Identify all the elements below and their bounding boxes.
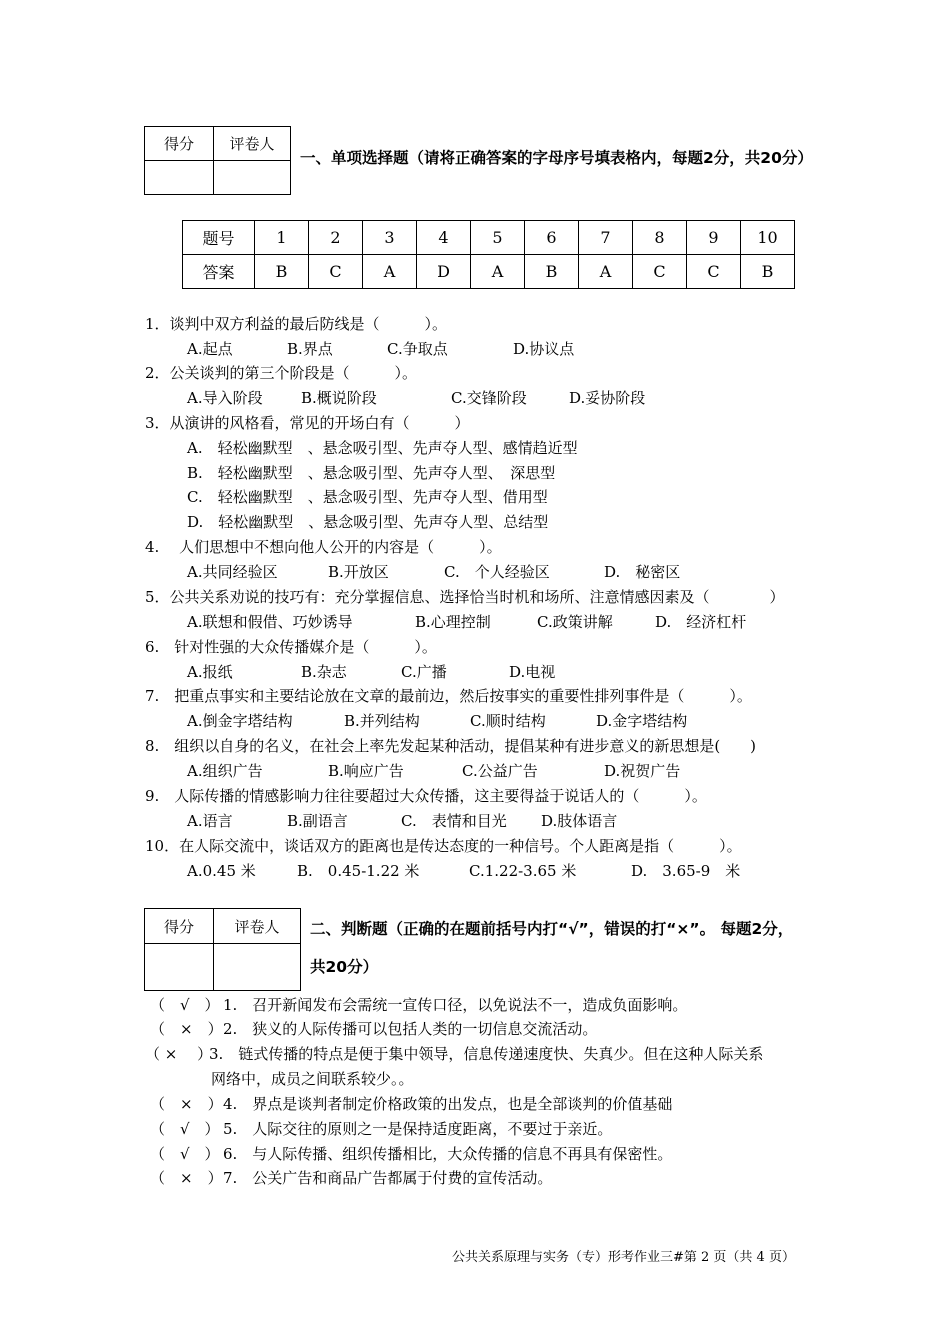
answer-cell: C	[633, 255, 687, 289]
num-cell: 8	[633, 221, 687, 255]
option-c: C.顺时结构	[470, 712, 546, 730]
option-b: B.心理控制	[415, 613, 491, 631]
option-b: B.开放区	[328, 563, 389, 581]
option-a: A.组织广告	[187, 762, 263, 780]
answer-cell: A	[363, 255, 417, 289]
score-label: 得分	[145, 909, 214, 944]
option-d: D.祝贺广告	[604, 762, 681, 780]
question-3-option-c: C. 轻松幽默型 、悬念吸引型、先声夺人型、借用型	[187, 488, 548, 506]
question-3-option-d: D. 轻松幽默型 、悬念吸引型、先声夺人型、总结型	[187, 513, 549, 531]
judgement-mark: （ × ）	[150, 1169, 223, 1187]
option-b: B.杂志	[301, 663, 347, 681]
answer-cell: D	[417, 255, 471, 289]
judgement-item-4	[150, 1094, 672, 1114]
judgement-mark: （ √ ）	[150, 1145, 220, 1163]
option-a: A.起点	[187, 340, 233, 358]
judgement-text: 7. 公关广告和商品广告都属于付费的宣传活动。	[223, 1169, 553, 1187]
option-b: B.界点	[287, 340, 333, 358]
answer-table-answer-row	[183, 255, 795, 289]
answer-cell: A	[471, 255, 525, 289]
question-2-options	[187, 388, 645, 408]
judgement-text: 1. 召开新闻发布会需统一宣传口径，以免说法不一，造成负面影响。	[223, 996, 688, 1014]
option-c: C.广播	[401, 663, 447, 681]
judgement-mark: （ × ）	[150, 1020, 223, 1038]
option-a: A.共同经验区	[187, 563, 278, 581]
answer-table-number-row	[183, 221, 795, 255]
question-3-stem: 3．从演讲的风格看，常见的开场白有（ ）	[145, 414, 470, 432]
judgement-text: 3. 链式传播的特点是便于集中领导，信息传递速度快、失真少。但在这种人际关系	[209, 1045, 764, 1063]
num-cell: 1	[255, 221, 309, 255]
option-c: C. 表情和目光	[401, 812, 507, 830]
judgement-text: 2. 狭义的人际传播可以包括人类的一切信息交流活动。	[223, 1020, 598, 1038]
option-d: D.肢体语言	[541, 812, 618, 830]
option-b: B.并列结构	[344, 712, 420, 730]
question-6-stem: 6. 针对性强的大众传播媒介是（ ）。	[145, 638, 437, 656]
row-label-answer: 答案	[183, 255, 255, 289]
num-cell: 5	[471, 221, 525, 255]
option-a: A.导入阶段	[187, 389, 263, 407]
question-9-options	[187, 811, 617, 831]
option-c: C.1.22-3.65 米	[469, 862, 577, 880]
judgement-item-5	[150, 1119, 612, 1139]
question-2-stem: 2．公关谈判的第三个阶段是（ ）。	[145, 364, 418, 382]
option-a: A.报纸	[187, 663, 233, 681]
num-cell: 2	[309, 221, 363, 255]
question-7-stem: 7. 把重点事实和主要结论放在文章的最前边，然后按事实的重要性排列事件是（ ）。	[145, 687, 752, 705]
num-cell: 7	[579, 221, 633, 255]
grader-cell	[214, 944, 301, 991]
question-10-stem: 10．在人际交流中，谈话双方的距离也是传达态度的一种信号。个人距离是指（ ）。	[145, 837, 742, 855]
question-8-stem: 8. 组织以自身的名义，在社会上率先发起某种活动，提倡某种有进步意义的新思想是( )	[145, 737, 757, 755]
judgement-item-7	[150, 1168, 552, 1188]
score-cell	[145, 161, 214, 195]
judgement-mark: （ √ ）	[150, 996, 220, 1014]
option-c: C.公益广告	[462, 762, 538, 780]
option-c: C.交锋阶段	[451, 389, 527, 407]
answer-cell: B	[255, 255, 309, 289]
question-7-options	[187, 711, 687, 731]
option-c: C. 个人经验区	[444, 563, 550, 581]
answer-cell: C	[309, 255, 363, 289]
option-c: C.争取点	[387, 340, 448, 358]
score-cell	[145, 944, 214, 991]
judgement-mark: （ × ）	[150, 1095, 223, 1113]
question-4-options	[187, 562, 680, 582]
question-8-options	[187, 761, 680, 781]
grader-cell	[214, 161, 291, 195]
option-c: C.政策讲解	[537, 613, 613, 631]
row-label-number: 题号	[183, 221, 255, 255]
question-6-options	[187, 662, 555, 682]
option-d: D.电视	[509, 663, 556, 681]
option-b: B.概说阶段	[301, 389, 377, 407]
option-d: D. 经济杠杆	[655, 613, 747, 631]
option-b: B.副语言	[287, 812, 348, 830]
answer-cell: B	[741, 255, 795, 289]
judgement-mark: （ × ）	[145, 1045, 213, 1063]
option-a: A.倒金字塔结构	[187, 712, 293, 730]
num-cell: 9	[687, 221, 741, 255]
page-footer: 公共关系原理与实务（专）形考作业三#第 2 页（共 4 页）	[452, 1250, 795, 1265]
section2-title-line1: 二、判断题（正确的在题前括号内打“√”，错误的打“×”。 每题2分，	[310, 920, 794, 938]
answer-table	[182, 220, 795, 289]
judgement-text: 6. 与人际传播、组织传播相比，大众传播的信息不再具有保密性。	[223, 1145, 673, 1163]
judgement-item-3	[145, 1044, 763, 1064]
judgement-item-1	[150, 995, 687, 1015]
answer-cell: C	[687, 255, 741, 289]
option-d: D.协议点	[513, 340, 575, 358]
judgement-mark: （ √ ）	[150, 1120, 220, 1138]
section1-title: 一、单项选择题（请将正确答案的字母序号填表格内，每题2分，共20分）	[300, 149, 813, 167]
option-a: A.0.45 米	[187, 862, 256, 880]
question-4-stem: 4. 人们思想中不想向他人公开的内容是（ ）。	[145, 538, 502, 556]
option-a: A.语言	[187, 812, 233, 830]
option-b: B.响应广告	[328, 762, 404, 780]
option-d: D.金字塔结构	[596, 712, 688, 730]
question-9-stem: 9. 人际传播的情感影响力往往要超过大众传播，这主要得益于说话人的（ ）。	[145, 787, 707, 805]
question-1-options	[187, 339, 574, 359]
score-box-2	[144, 908, 301, 991]
answer-cell: A	[579, 255, 633, 289]
num-cell: 10	[741, 221, 795, 255]
question-1-stem: 1．谈判中双方利益的最后防线是（ ）。	[145, 315, 448, 333]
question-3-option-a: A. 轻松幽默型 、悬念吸引型、先声夺人型、感情趋近型	[187, 439, 578, 457]
option-d: D. 3.65-9 米	[631, 862, 741, 880]
num-cell: 6	[525, 221, 579, 255]
question-5-stem: 5．公共关系劝说的技巧有：充分掌握信息、选择恰当时机和场所、注意情感因素及（ ）	[145, 588, 785, 606]
num-cell: 4	[417, 221, 471, 255]
judgement-text: 5. 人际交往的原则之一是保持适度距离，不要过于亲近。	[223, 1120, 613, 1138]
option-a: A.联想和假借、巧妙诱导	[187, 613, 353, 631]
num-cell: 3	[363, 221, 417, 255]
question-3-option-b: B. 轻松幽默型 、悬念吸引型、先声夺人型、 深思型	[187, 464, 556, 482]
score-label: 得分	[145, 127, 214, 161]
section2-title-line2: 共20分）	[310, 958, 379, 976]
question-10-options	[187, 861, 740, 881]
option-b: B. 0.45-1.22 米	[297, 862, 420, 880]
judgement-item-2	[150, 1019, 597, 1039]
grader-label: 评卷人	[214, 909, 301, 944]
judgement-item-6	[150, 1144, 672, 1164]
grader-label: 评卷人	[214, 127, 291, 161]
score-box-1	[144, 126, 291, 195]
judgement-item-3-cont: 网络中，成员之间联系较少。。	[211, 1070, 414, 1088]
judgement-text: 4. 界点是谈判者制定价格政策的出发点，也是全部谈判的价值基础	[223, 1095, 673, 1113]
answer-cell: B	[525, 255, 579, 289]
option-d: D.妥协阶段	[569, 389, 646, 407]
question-5-options	[187, 612, 746, 632]
option-d: D. 秘密区	[604, 563, 681, 581]
